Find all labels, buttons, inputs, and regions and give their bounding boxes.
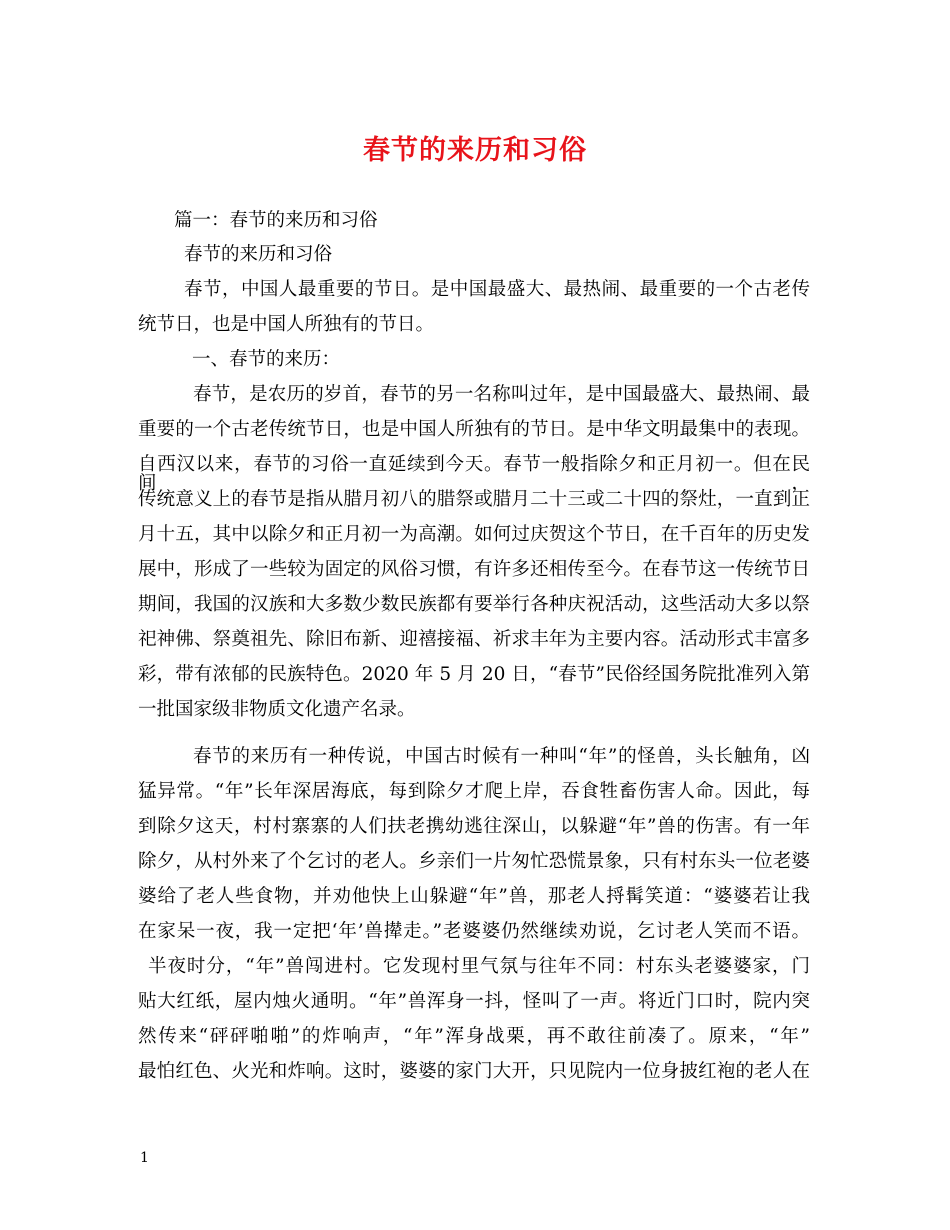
page-number: 1 — [140, 1150, 149, 1166]
body-line: 春节，中国人最重要的节日。是中国最盛大、最热闹、最重要的一个古老传 — [184, 279, 810, 300]
document-title: 春节的来历和习俗 — [363, 135, 587, 166]
body-line: 到除夕这天，村村寨寨的人们扶老携幼逃往深山，以躲避“年”兽的伤害。有一年 — [138, 816, 810, 837]
body-line: 展中，形成了一些较为固定的风俗习惯，有许多还相传至今。在春节这一传统节日 — [138, 559, 810, 580]
body-line: 一批国家级非物质文化遗产名录。 — [138, 699, 416, 720]
body-line: 彩，带有浓郁的民族特色。2020 年 5 月 20 日，“春节”民俗经国务院批准列入第 — [138, 664, 810, 685]
body-line: 月十五，其中以除夕和正月初一为高潮。如何过庆贺这个节日，在千百年的历史发 — [138, 524, 810, 545]
body-line: 婆给了老人些食物，并劝他快上山躲避“年”兽，那老人捋髯笑道：“婆婆若让我 — [138, 886, 810, 907]
body-line: 传统意义上的春节是指从腊月初八的腊祭或腊月二十三或二十四的祭灶，一直到正 — [138, 489, 810, 510]
body-line: 在家呆一夜，我一定把‘年’兽撵走。”老婆婆仍然继续劝说，乞讨老人笑而不语。 — [138, 921, 810, 942]
body-line: 统节日，也是中国人所独有的节日。 — [138, 314, 435, 335]
body-line: 最怕红色、火光和炸响。这时，婆婆的家门大开，只见院内一位身披红袍的老人在 — [138, 1061, 810, 1082]
body-line: 重要的一个古老传统节日，也是中国人所独有的节日。是中华文明最集中的表现。 — [138, 419, 810, 440]
body-line: 自西汉以来，春节的习俗一直延续到今天。春节一般指除夕和正月初一。但在民间， — [138, 454, 810, 494]
body-line: 半夜时分，“年”兽闯进村。它发现村里气氛与往年不同：村东头老婆婆家，门 — [148, 956, 810, 977]
body-line: 然传来“砰砰啪啪”的炸响声，“年”浑身战栗，再不敢往前凑了。原来，“年” — [138, 1026, 810, 1047]
body-line: 期间，我国的汉族和大多数少数民族都有要举行各种庆祝活动，这些活动大多以祭 — [138, 594, 810, 615]
section-heading: 篇一：春节的来历和习俗 — [174, 210, 378, 231]
body-line: 贴大红纸，屋内烛火通明。“年”兽浑身一抖，怪叫了一声。将近门口时，院内突 — [138, 991, 810, 1012]
body-line: 猛异常。“年”长年深居海底，每到除夕才爬上岸，吞食牲畜伤害人命。因此，每 — [138, 781, 810, 802]
body-line: 祀神佛、祭奠祖先、除旧布新、迎禧接福、祈求丰年为主要内容。活动形式丰富多 — [138, 629, 810, 650]
body-line: 春节，是农历的岁首，春节的另一名称叫过年，是中国最盛大、最热闹、最 — [193, 384, 810, 405]
subtitle-line: 春节的来历和习俗 — [184, 244, 333, 265]
section-heading: 一、春节的来历： — [192, 349, 341, 370]
body-line: 春节的来历有一种传说，中国古时候有一种叫“年”的怪兽，头长触角，凶 — [193, 746, 810, 767]
body-line: 除夕，从村外来了个乞讨的老人。乡亲们一片匆忙恐慌景象，只有村东头一位老婆 — [138, 851, 810, 872]
